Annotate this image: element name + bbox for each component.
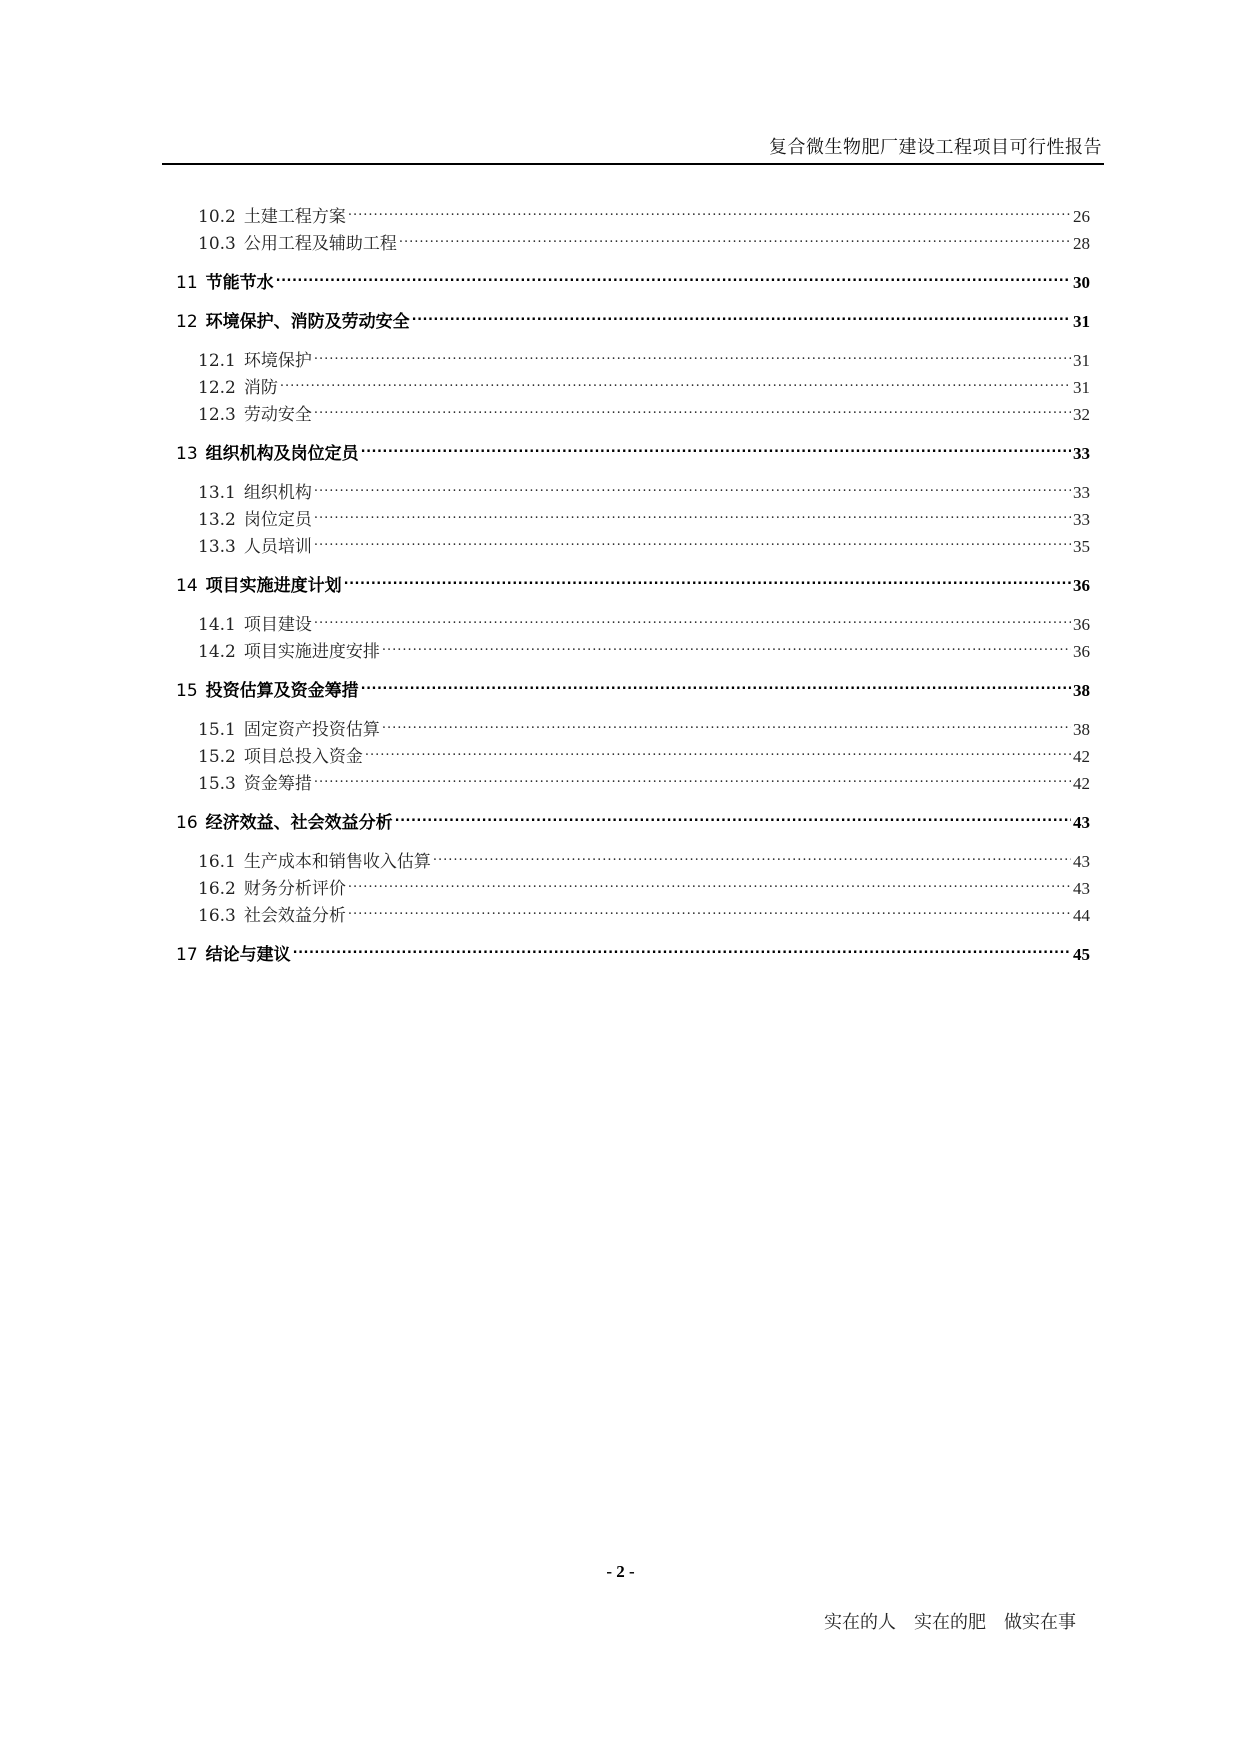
toc-entry-page: 43 (1073, 852, 1090, 871)
toc-entry-page: 31 (1073, 351, 1090, 370)
toc-dot-leader (348, 894, 1071, 921)
toc-dot-leader (433, 840, 1071, 867)
toc-dot-leader (314, 498, 1071, 525)
toc-chapter-entry[interactable] (176, 564, 1090, 596)
toc-chapter-entry[interactable] (176, 669, 1090, 701)
toc-entry-title: 结论与建议 (205, 945, 291, 965)
toc-entry-number: 15.2 (198, 747, 236, 767)
toc-section-entry[interactable] (176, 708, 1090, 740)
toc-dot-leader (276, 261, 1071, 288)
toc-chapter-entry[interactable] (176, 261, 1090, 293)
toc-entry-number: 10.3 (198, 234, 236, 254)
toc-entry-title: 组织机构 (243, 483, 312, 503)
toc-section-entry[interactable] (176, 471, 1090, 503)
toc-entry-title: 土建工程方案 (243, 207, 346, 227)
toc-entry-title: 环境保护 (243, 351, 312, 371)
toc-section-entry[interactable] (176, 630, 1090, 662)
toc-entry-title: 项目总投入资金 (243, 747, 363, 767)
toc-section-entry[interactable] (176, 762, 1090, 794)
toc-section-entry[interactable] (176, 393, 1090, 425)
toc-dot-leader (382, 708, 1071, 735)
toc-entry-title: 项目建设 (243, 615, 312, 635)
toc-entry-page: 33 (1073, 444, 1090, 463)
toc-entry-title: 资金筹措 (243, 774, 312, 794)
toc-entry-number: 15 (176, 681, 198, 701)
toc-section-entry[interactable] (176, 603, 1090, 635)
toc-entry-page: 42 (1073, 774, 1090, 793)
toc-entry-title: 环境保护、消防及劳动安全 (205, 312, 410, 332)
toc-entry-title: 生产成本和销售收入估算 (243, 852, 431, 872)
toc-dot-leader (314, 471, 1071, 498)
toc-entry-page: 31 (1073, 312, 1090, 331)
toc-dot-leader (382, 630, 1071, 657)
toc-dot-leader (280, 366, 1071, 393)
toc-entry-number: 16.3 (198, 906, 236, 926)
header-rule (162, 163, 1104, 165)
toc-entry-number: 12.3 (198, 405, 236, 425)
toc-chapter-entry[interactable] (176, 801, 1090, 833)
toc-entry-page: 42 (1073, 747, 1090, 766)
toc-entry-number: 16.2 (198, 879, 236, 899)
toc-entry-page: 38 (1073, 681, 1090, 700)
toc-section-entry[interactable] (176, 840, 1090, 872)
toc-section-entry[interactable] (176, 339, 1090, 371)
toc-entry-page: 36 (1073, 615, 1090, 634)
toc-dot-leader (361, 669, 1071, 696)
toc-entry-title: 岗位定员 (243, 510, 312, 530)
toc-entry-number: 13.3 (198, 537, 236, 557)
toc-dot-leader (314, 603, 1071, 630)
toc-entry-title: 财务分析评价 (243, 879, 346, 899)
toc-dot-leader (293, 933, 1071, 960)
toc-dot-leader (361, 432, 1071, 459)
table-of-contents (176, 195, 1090, 972)
toc-entry-number: 14.2 (198, 642, 236, 662)
toc-entry-page: 38 (1073, 720, 1090, 739)
toc-entry-page: 28 (1073, 234, 1090, 253)
toc-entry-title: 投资估算及资金筹措 (205, 681, 359, 701)
toc-dot-leader (412, 300, 1071, 327)
toc-dot-leader (365, 735, 1071, 762)
toc-dot-leader (314, 762, 1071, 789)
toc-dot-leader (348, 195, 1071, 222)
toc-entry-page: 36 (1073, 642, 1090, 661)
toc-dot-leader (399, 222, 1071, 249)
toc-entry-title: 组织机构及岗位定员 (205, 444, 359, 464)
toc-entry-title: 公用工程及辅助工程 (243, 234, 397, 254)
toc-entry-title: 消防 (243, 378, 278, 398)
toc-entry-page: 26 (1073, 207, 1090, 226)
toc-entry-number: 14 (176, 576, 198, 596)
page-number: - 2 - (606, 1562, 635, 1581)
toc-dot-leader (314, 339, 1071, 366)
toc-entry-page: 33 (1073, 510, 1090, 529)
toc-entry-page: 36 (1073, 576, 1090, 595)
toc-entry-page: 31 (1073, 378, 1090, 397)
toc-entry-title: 社会效益分析 (243, 906, 346, 926)
toc-entry-title: 项目实施进度安排 (243, 642, 380, 662)
toc-entry-number: 12.1 (198, 351, 236, 371)
toc-entry-number: 13.2 (198, 510, 236, 530)
toc-chapter-entry[interactable] (176, 432, 1090, 464)
toc-entry-number: 17 (176, 945, 198, 965)
toc-entry-number: 13 (176, 444, 198, 464)
toc-entry-number: 12.2 (198, 378, 236, 398)
toc-entry-number: 12 (176, 312, 198, 332)
toc-dot-leader (395, 801, 1071, 828)
toc-entry-number: 10.2 (198, 207, 236, 227)
toc-entry-title: 人员培训 (243, 537, 312, 557)
toc-chapter-entry[interactable] (176, 300, 1090, 332)
toc-entry-title: 经济效益、社会效益分析 (205, 813, 393, 833)
toc-entry-page: 44 (1073, 906, 1090, 925)
toc-dot-leader (348, 867, 1071, 894)
toc-entry-title: 节能节水 (205, 273, 274, 293)
toc-entry-number: 16 (176, 813, 198, 833)
toc-dot-leader (344, 564, 1071, 591)
toc-entry-number: 15.1 (198, 720, 236, 740)
toc-entry-page: 45 (1073, 945, 1090, 964)
toc-entry-number: 13.1 (198, 483, 236, 503)
toc-entry-page: 43 (1073, 879, 1090, 898)
toc-entry-page: 33 (1073, 483, 1090, 502)
toc-section-entry[interactable] (176, 366, 1090, 398)
toc-entry-number: 14.1 (198, 615, 236, 635)
toc-entry-page: 32 (1073, 405, 1090, 424)
toc-entry-page: 30 (1073, 273, 1090, 292)
toc-entry-number: 11 (176, 273, 198, 293)
toc-entry-number: 15.3 (198, 774, 236, 794)
footer-motto: 实在的人 实在的肥 做实在事 (824, 1612, 1076, 1633)
toc-section-entry[interactable] (176, 195, 1090, 227)
toc-entry-title: 固定资产投资估算 (243, 720, 380, 740)
toc-entry-page: 35 (1073, 537, 1090, 556)
toc-entry-title: 项目实施进度计划 (205, 576, 342, 596)
toc-entry-number: 16.1 (198, 852, 236, 872)
toc-entry-page: 43 (1073, 813, 1090, 832)
toc-section-entry[interactable] (176, 498, 1090, 530)
toc-entry-title: 劳动安全 (243, 405, 312, 425)
toc-section-entry[interactable] (176, 525, 1090, 557)
toc-chapter-entry[interactable] (176, 933, 1090, 965)
toc-dot-leader (314, 393, 1071, 420)
toc-dot-leader (314, 525, 1071, 552)
running-header-title: 复合微生物肥厂建设工程项目可行性报告 (769, 137, 1102, 158)
